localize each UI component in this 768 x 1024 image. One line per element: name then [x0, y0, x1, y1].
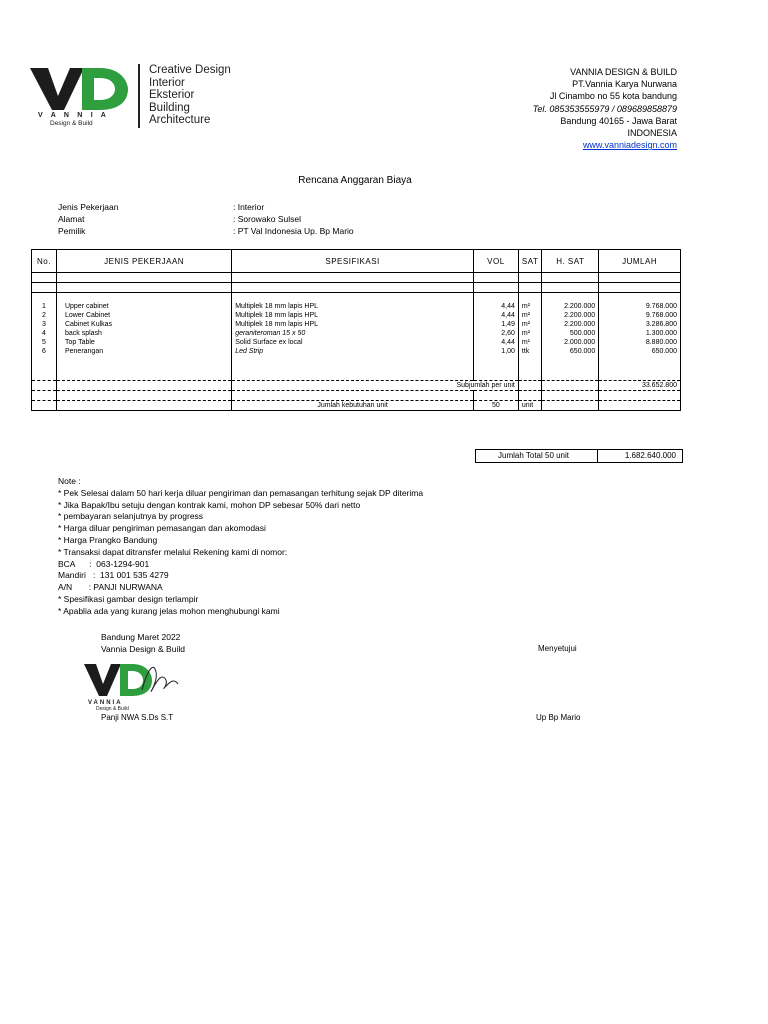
logo-taglines — [149, 64, 231, 127]
cell-no: 1 — [32, 302, 57, 311]
sign-approve: Menyetujui — [538, 644, 577, 653]
col-header: SAT — [518, 250, 541, 273]
cell-sat: m² — [518, 311, 541, 320]
cell-no: 4 — [32, 329, 57, 338]
col-header: VOL — [473, 250, 518, 273]
note-line: Mandiri : 131 001 535 4279 — [58, 570, 169, 581]
grand-total-box — [475, 449, 683, 463]
cell-sat: m² — [518, 329, 541, 338]
table-row — [32, 329, 681, 338]
sign-company: Vannia Design & Build — [101, 644, 185, 654]
subtotal-value: 33.652.800 — [599, 380, 681, 390]
col-header: JENIS PEKERJAAN — [56, 250, 231, 273]
cell-item: back splash — [56, 329, 231, 338]
company-header — [533, 66, 677, 151]
tagline: Building — [149, 101, 190, 114]
kebutuhan-row — [32, 400, 681, 410]
logo-brand-name: V A N N I A — [38, 112, 109, 119]
note-line: Note : — [58, 476, 81, 486]
company-tel: Tel. 085353555979 / 089689858879 — [532, 103, 677, 114]
cost-table — [31, 249, 681, 411]
cell-no: 3 — [32, 320, 57, 329]
note-line: BCA : 063-1294-901 — [58, 558, 150, 569]
notes-block — [58, 476, 423, 618]
spacer-row — [32, 390, 681, 400]
info-labels — [58, 201, 118, 237]
table-row — [32, 320, 681, 329]
grand-total-divider — [597, 450, 598, 462]
company-name: VANNIA DESIGN & BUILD — [570, 67, 677, 77]
note-line: * Apablia ada yang kurang jelas mohon menghubungi kami — [58, 605, 280, 616]
note-line: * pembayaran selanjutnya by progress — [58, 511, 204, 522]
sign-place-date: Bandung Maret 2022 — [101, 632, 181, 642]
cell-no: 6 — [32, 347, 57, 356]
cell-no: 5 — [32, 338, 57, 347]
note-line: * Harga Prangko Bandung — [58, 534, 158, 545]
company-city: Bandung 40165 - Jawa Barat — [560, 115, 677, 126]
cell-spec: Led Strip — [232, 347, 474, 356]
col-header: SPESIFIKASI — [232, 250, 474, 273]
cell-item: Cabinet Kulkas — [56, 320, 231, 329]
note-line: * Spesifikasi gambar design terlampir — [58, 593, 199, 604]
sign-name-right: Up Bp Mario — [536, 713, 581, 722]
cell-hsat: 2.000.000 — [542, 338, 599, 347]
note-line: * Transaksi dapat ditransfer melalui Rekening kami di nomor: — [58, 546, 288, 557]
note-line: * Harga diluar pengiriman pemasangan dan akomodasi — [58, 523, 266, 534]
company-logo — [28, 62, 248, 132]
cell-no: 2 — [32, 311, 57, 320]
col-header: H. SAT — [542, 250, 599, 273]
cell-spec: Multiplek 18 mm lapis HPL — [232, 320, 474, 329]
kebutuhan-sat: unit — [518, 400, 541, 410]
table-row — [32, 311, 681, 320]
company-country: INDONESIA — [627, 128, 677, 139]
cell-spec: geraniteroman 15 x 50 — [232, 329, 474, 338]
info-value: : Sorowako Sulsel — [233, 214, 302, 224]
spacer-row — [32, 283, 681, 293]
cell-sat: ttk — [518, 347, 541, 356]
vd-logo-mark — [28, 62, 133, 117]
cell-jumlah: 1.300.000 — [599, 329, 681, 338]
cell-vol: 1,00 — [473, 347, 518, 356]
cell-item: Upper cabinet — [56, 302, 231, 311]
note-line: A/N : PANJI NURWANA — [58, 582, 163, 593]
svg-text:VANNIA: VANNIA — [88, 700, 123, 706]
col-header: No. — [32, 250, 57, 273]
table-row — [32, 347, 681, 356]
cell-sat: m² — [518, 302, 541, 311]
cell-hsat: 2.200.000 — [542, 320, 599, 329]
cell-item: Top Table — [56, 338, 231, 347]
cell-jumlah: 3.286.800 — [599, 320, 681, 329]
cell-hsat: 500.000 — [542, 329, 599, 338]
sign-left-block — [101, 631, 185, 655]
cell-item: Penerangan — [56, 347, 231, 356]
cell-spec: Multiplek 18 mm lapis HPL — [232, 311, 474, 320]
cell-sat: m² — [518, 320, 541, 329]
tagline: Eksterior — [149, 89, 195, 101]
note-line: * Jika Bapak/Ibu setuju dengan kontrak kami, mohon DP sebesar 50% dari netto — [58, 499, 361, 510]
table-row — [32, 302, 681, 311]
tagline: Creative Design — [149, 64, 231, 76]
spacer-row — [32, 356, 681, 380]
info-label: Jenis Pekerjaan — [58, 202, 119, 212]
info-value: : Interior — [233, 202, 265, 212]
cell-hsat: 2.200.000 — [542, 311, 599, 320]
cell-spec: Multiplek 18 mm lapis HPL — [232, 302, 474, 311]
company-website-link[interactable]: www.vanniadesign.com — [582, 140, 677, 151]
cell-jumlah: 9.768.000 — [599, 302, 681, 311]
cell-jumlah: 9.768.000 — [599, 311, 681, 320]
cell-vol: 4,44 — [473, 311, 518, 320]
grand-total-value: 1.682.640.000 — [624, 451, 676, 460]
kebutuhan-vol: 50 — [473, 400, 518, 410]
info-label: Pemilik — [58, 226, 86, 236]
subtotal-row — [32, 380, 681, 390]
cell-hsat: 2.200.000 — [542, 302, 599, 311]
info-label: Alamat — [58, 214, 85, 224]
info-value: : PT Val Indonesia Up. Bp Mario — [233, 226, 354, 236]
cell-spec: Solid Surface ex local — [232, 338, 474, 347]
note-line: * Pek Selesai dalam 50 hari kerja diluar pengiriman dan pemasangan terhitung sejak DP diterima — [58, 487, 424, 498]
tagline: Architecture — [149, 114, 211, 126]
company-address: Jl Cinambo no 55 kota bandung — [549, 91, 677, 102]
cell-vol: 2,60 — [473, 329, 518, 338]
cell-vol: 1,49 — [473, 320, 518, 329]
info-values — [233, 201, 354, 237]
cell-item: Lower Cabinet — [56, 311, 231, 320]
kebutuhan-label: Jumlah kebutuhan unit — [232, 400, 474, 410]
cell-hsat: 650.000 — [542, 347, 599, 356]
logo-divider — [138, 64, 140, 128]
cell-vol: 4,44 — [473, 302, 518, 311]
table-row — [32, 338, 681, 347]
signature-stamp — [82, 660, 192, 717]
spacer-row — [32, 293, 681, 303]
document-title: Rencana Anggaran Biaya — [298, 175, 412, 186]
cell-jumlah: 650.000 — [599, 347, 681, 356]
logo-brand-sub: Design & Build — [50, 120, 93, 127]
grand-total-label: Jumlah Total 50 unit — [498, 451, 570, 460]
sign-name-left: Panji NWA S.Ds S.T — [101, 713, 174, 722]
col-header: JUMLAH — [599, 250, 681, 273]
stamp-logo-mark — [82, 660, 192, 712]
subtotal-label: Subjumlah per unit — [232, 380, 519, 390]
company-pt: PT.Vannia Karya Nurwana — [572, 79, 677, 90]
tagline: Interior — [149, 76, 185, 89]
svg-text:Design & Build: Design & Build — [96, 706, 129, 712]
cell-jumlah: 8.880.000 — [599, 338, 681, 347]
cell-vol: 4,44 — [473, 338, 518, 347]
cell-sat: m¹ — [518, 338, 541, 347]
spacer-row — [32, 273, 681, 283]
table-header-row — [32, 250, 681, 273]
